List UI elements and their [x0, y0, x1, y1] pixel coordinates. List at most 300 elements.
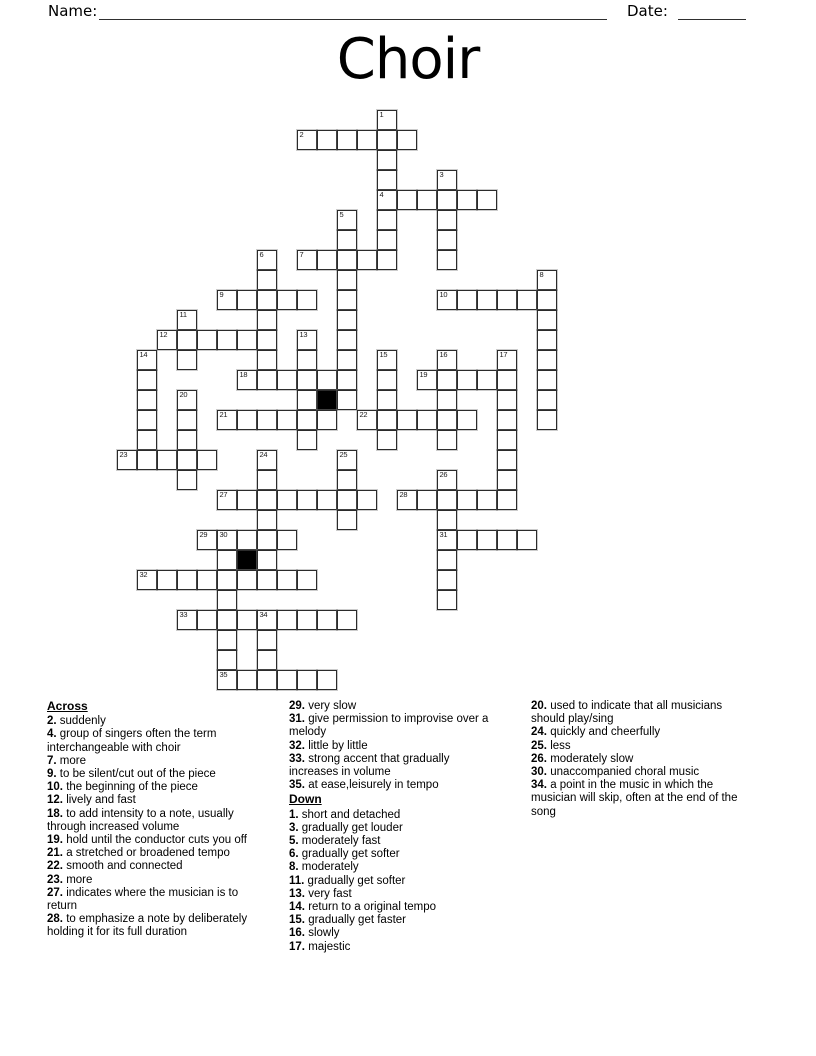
clue-19: 19. hold until the conductor cuts you off — [47, 834, 247, 847]
grid-cell[interactable] — [257, 370, 277, 390]
grid-cell[interactable] — [177, 430, 197, 450]
cell-number: 16 — [439, 350, 448, 359]
grid-cell[interactable] — [377, 130, 397, 150]
grid-cell[interactable] — [297, 130, 317, 150]
clue-number: 20. — [531, 700, 547, 712]
grid-cell[interactable] — [517, 290, 537, 310]
name-input-line[interactable] — [99, 0, 607, 20]
grid-cell[interactable] — [237, 370, 257, 390]
grid-cell[interactable] — [397, 130, 417, 150]
grid-cell[interactable] — [217, 490, 237, 510]
cell-number: 18 — [239, 370, 248, 379]
grid-cell[interactable] — [277, 570, 297, 590]
clue-28: 28. to emphasize a note by deliberately holding it for its full duration — [47, 913, 248, 939]
grid-cell[interactable] — [377, 210, 397, 230]
clue-17: 17. majestic — [289, 940, 351, 953]
clue-number: 10. — [47, 781, 63, 794]
grid-cell[interactable] — [257, 670, 277, 690]
grid-cell[interactable] — [137, 350, 157, 370]
grid-cell[interactable] — [197, 530, 217, 550]
clue-31: 31. give permission to improvise over a melody — [289, 713, 489, 739]
cell-number: 27 — [219, 490, 228, 499]
clue-3: 3. gradually get louder — [289, 821, 403, 834]
grid-cell[interactable] — [497, 430, 517, 450]
clue-13: 13. very fast — [289, 887, 352, 900]
grid-cell[interactable] — [377, 170, 397, 190]
grid-cell[interactable] — [137, 450, 157, 470]
grid-cell[interactable] — [357, 250, 377, 270]
grid-cell[interactable] — [277, 670, 297, 690]
cell-number: 28 — [399, 490, 408, 499]
grid-cell[interactable] — [437, 490, 457, 510]
grid-cell[interactable] — [277, 370, 297, 390]
grid-cell[interactable] — [517, 530, 537, 550]
cell-number: 32 — [139, 570, 148, 579]
grid-cell[interactable] — [217, 410, 237, 430]
grid-cell[interactable] — [137, 570, 157, 590]
grid-cell[interactable] — [237, 490, 257, 510]
grid-cell[interactable] — [217, 650, 237, 670]
grid-cell[interactable] — [297, 570, 317, 590]
grid-cell[interactable] — [197, 330, 217, 350]
grid-cell[interactable] — [437, 410, 457, 430]
grid-cell[interactable] — [237, 570, 257, 590]
cell-number: 10 — [439, 290, 448, 299]
grid-cell[interactable] — [157, 570, 177, 590]
clue-22: 22. smooth and connected — [47, 860, 183, 873]
cell-number: 6 — [259, 250, 264, 259]
cell-number: 30 — [219, 530, 228, 539]
cell-number: 33 — [179, 610, 188, 619]
grid-cell[interactable] — [417, 490, 437, 510]
grid-cell[interactable] — [257, 350, 277, 370]
grid-cell[interactable] — [277, 530, 297, 550]
grid-cell[interactable] — [157, 330, 177, 350]
clue-column-1 — [47, 700, 259, 940]
clue-number: 19. — [47, 834, 63, 847]
grid-cell[interactable] — [257, 450, 277, 470]
grid-cell[interactable] — [377, 110, 397, 130]
cell-number: 15 — [379, 350, 388, 359]
clue-number: 8. — [289, 861, 299, 874]
clue-number: 33. — [289, 752, 305, 765]
grid-cell[interactable] — [337, 370, 357, 390]
grid-cell[interactable] — [277, 610, 297, 630]
clue-6: 6. gradually get softer — [289, 848, 400, 861]
grid-cell[interactable] — [297, 370, 317, 390]
grid-cell[interactable] — [537, 310, 557, 330]
across-heading: Across — [47, 699, 88, 713]
cell-number: 19 — [419, 370, 428, 379]
clue-35: 35. at ease,leisurely in tempo — [289, 779, 439, 792]
clue-number: 2. — [47, 715, 57, 728]
clue-30: 30. unaccompanied choral music — [531, 766, 700, 779]
grid-cell[interactable] — [377, 190, 397, 210]
grid-cell[interactable] — [337, 470, 357, 490]
grid-cell[interactable] — [317, 610, 337, 630]
grid-cell[interactable] — [417, 410, 437, 430]
clue-32: 32. little by little — [289, 739, 368, 752]
grid-cell[interactable] — [177, 470, 197, 490]
clue-number: 32. — [289, 739, 305, 752]
grid-cell[interactable] — [257, 510, 277, 530]
grid-cell[interactable] — [357, 410, 377, 430]
clue-number: 1. — [289, 808, 299, 821]
grid-cell[interactable] — [217, 670, 237, 690]
grid-cell[interactable] — [497, 470, 517, 490]
clue-24: 24. quickly and cheerfully — [531, 726, 661, 739]
grid-cell[interactable] — [337, 450, 357, 470]
clue-9: 9. to be silent/cut out of the piece — [47, 768, 216, 781]
cell-number: 17 — [499, 350, 508, 359]
grid-cell[interactable] — [237, 610, 257, 630]
clue-number: 15. — [289, 914, 305, 927]
grid-cell[interactable] — [497, 290, 517, 310]
cell-number: 11 — [179, 310, 187, 319]
clue-15: 15. gradually get faster — [289, 914, 407, 927]
grid-cell[interactable] — [137, 390, 157, 410]
grid-cell[interactable] — [337, 510, 357, 530]
grid-cell[interactable] — [257, 630, 277, 650]
grid-cell[interactable] — [377, 250, 397, 270]
grid-cell[interactable] — [177, 350, 197, 370]
grid-cell[interactable] — [317, 370, 337, 390]
grid-cell[interactable] — [497, 450, 517, 470]
grid-cell[interactable] — [337, 610, 357, 630]
grid-cell[interactable] — [217, 290, 237, 310]
clue-10: 10. the beginning of the piece — [47, 781, 198, 794]
grid-cell[interactable] — [537, 290, 557, 310]
grid-cell[interactable] — [297, 410, 317, 430]
clue-column-3 — [531, 700, 743, 819]
grid-cell[interactable] — [257, 330, 277, 350]
grid-cell[interactable] — [497, 490, 517, 510]
grid-cell[interactable] — [437, 350, 457, 370]
clue-number: 5. — [289, 835, 299, 848]
grid-cell[interactable] — [177, 390, 197, 410]
grid-cell[interactable] — [337, 290, 357, 310]
grid-cell[interactable] — [437, 590, 457, 610]
grid-cell[interactable] — [537, 330, 557, 350]
grid-cell[interactable] — [437, 170, 457, 190]
clue-27: 27. indicates where the musician is to return — [47, 886, 239, 913]
clue-16: 16. slowly — [289, 927, 340, 940]
clue-23: 23. more — [47, 873, 93, 886]
cell-number: 3 — [439, 170, 444, 179]
clue-number: 31. — [289, 713, 305, 726]
grid-cell[interactable] — [177, 450, 197, 470]
grid-cell[interactable] — [237, 530, 257, 550]
cell-number: 13 — [299, 330, 308, 339]
grid-cell[interactable] — [457, 530, 477, 550]
grid-cell[interactable] — [117, 450, 137, 470]
grid-cell[interactable] — [277, 290, 297, 310]
clue-number: 12. — [47, 794, 63, 807]
grid-cell[interactable] — [437, 550, 457, 570]
grid-cell[interactable] — [317, 250, 337, 270]
clue-number: 23. — [47, 873, 63, 886]
grid-cell[interactable] — [157, 450, 177, 470]
grid-cell[interactable] — [537, 350, 557, 370]
grid-cell[interactable] — [417, 370, 437, 390]
clue-1: 1. short and detached — [289, 808, 401, 821]
clue-26: 26. moderately slow — [531, 752, 634, 765]
grid-cell-black — [317, 390, 337, 410]
clue-number: 18. — [47, 807, 63, 820]
grid-cell[interactable] — [297, 390, 317, 410]
grid-cell[interactable] — [337, 310, 357, 330]
grid-cell[interactable] — [377, 150, 397, 170]
grid-cell[interactable] — [377, 390, 397, 410]
grid-cell[interactable] — [437, 470, 457, 490]
grid-cell[interactable] — [257, 490, 277, 510]
clue-5: 5. moderately fast — [289, 835, 381, 848]
grid-cell[interactable] — [257, 610, 277, 630]
grid-cell[interactable] — [257, 530, 277, 550]
cell-number: 25 — [339, 450, 348, 459]
clue-4: 4. group of singers often the term interchangeable with choir — [47, 728, 217, 754]
cell-number: 4 — [379, 190, 384, 199]
grid-cell[interactable] — [257, 290, 277, 310]
grid-cell[interactable] — [257, 310, 277, 330]
grid-cell[interactable] — [217, 330, 237, 350]
grid-cell[interactable] — [397, 490, 417, 510]
clue-number: 11. — [289, 874, 305, 887]
grid-cell[interactable] — [337, 350, 357, 370]
grid-cell[interactable] — [177, 610, 197, 630]
grid-cell[interactable] — [377, 430, 397, 450]
grid-cell[interactable] — [297, 490, 317, 510]
grid-cell[interactable] — [297, 350, 317, 370]
grid-cell[interactable] — [317, 410, 337, 430]
clue-number: 35. — [289, 779, 305, 792]
clue-column-2 — [289, 700, 501, 954]
clue-number: 24. — [531, 726, 547, 739]
cell-number: 26 — [439, 470, 448, 479]
clue-14: 14. return to a original tempo — [289, 901, 437, 914]
grid-cell[interactable] — [377, 370, 397, 390]
grid-cell[interactable] — [337, 250, 357, 270]
clue-8: 8. moderately — [289, 861, 359, 874]
cell-number: 34 — [259, 610, 268, 619]
cell-number: 8 — [539, 270, 544, 279]
grid-cell[interactable] — [257, 470, 277, 490]
grid-cell[interactable] — [257, 570, 277, 590]
clue-11: 11. gradually get softer — [289, 874, 406, 887]
grid-cell[interactable] — [537, 410, 557, 430]
grid-cell[interactable] — [497, 350, 517, 370]
grid-cell[interactable] — [497, 390, 517, 410]
clue-33: 33. strong accent that gradually increases in volume — [289, 752, 450, 779]
clue-number: 9. — [47, 768, 57, 781]
grid-cell[interactable] — [197, 570, 217, 590]
clue-number: 26. — [531, 752, 547, 765]
cell-number: 7 — [299, 250, 304, 259]
grid-cell[interactable] — [477, 490, 497, 510]
grid-cell[interactable] — [137, 410, 157, 430]
grid-cell[interactable] — [477, 190, 497, 210]
clue-number: 25. — [531, 739, 547, 752]
grid-cell[interactable] — [177, 410, 197, 430]
grid-cell[interactable] — [437, 250, 457, 270]
cell-number: 22 — [359, 410, 368, 419]
grid-cell[interactable] — [277, 410, 297, 430]
clue-number: 6. — [289, 848, 299, 861]
clue-25: 25. less — [531, 739, 571, 752]
cell-number: 2 — [299, 130, 304, 139]
grid-cell[interactable] — [357, 130, 377, 150]
grid-cell[interactable] — [257, 550, 277, 570]
grid-cell[interactable] — [377, 230, 397, 250]
grid-cell[interactable] — [337, 490, 357, 510]
clue-number: 21. — [47, 847, 63, 860]
grid-cell[interactable] — [297, 290, 317, 310]
cell-number: 21 — [219, 410, 228, 419]
clue-number: 14. — [289, 901, 305, 914]
grid-cell[interactable] — [257, 410, 277, 430]
grid-cell[interactable] — [377, 410, 397, 430]
clue-number: 27. — [47, 886, 63, 899]
clue-number: 16. — [289, 927, 305, 940]
clue-12: 12. lively and fast — [47, 794, 136, 807]
clue-21: 21. a stretched or broadened tempo — [47, 847, 230, 860]
grid-cell[interactable] — [277, 490, 297, 510]
cell-number: 20 — [179, 390, 188, 399]
grid-cell[interactable] — [497, 370, 517, 390]
grid-cell[interactable] — [217, 590, 237, 610]
clue-number: 34. — [531, 779, 547, 792]
clue-2: 2. suddenly — [47, 715, 106, 728]
grid-cell[interactable] — [337, 210, 357, 230]
name-label: Name: — [48, 2, 98, 20]
grid-cell[interactable] — [537, 390, 557, 410]
clue-number: 17. — [289, 940, 305, 953]
grid-cell[interactable] — [217, 630, 237, 650]
cell-number: 12 — [159, 330, 168, 339]
grid-cell[interactable] — [237, 330, 257, 350]
grid-cell[interactable] — [237, 290, 257, 310]
grid-cell[interactable] — [217, 570, 237, 590]
grid-cell[interactable] — [137, 370, 157, 390]
clue-number: 22. — [47, 860, 63, 873]
cell-number: 29 — [199, 530, 208, 539]
grid-cell[interactable] — [497, 530, 517, 550]
grid-cell[interactable] — [497, 410, 517, 430]
cell-number: 9 — [219, 290, 224, 299]
grid-cell[interactable] — [357, 490, 377, 510]
grid-cell[interactable] — [337, 130, 357, 150]
cell-number: 23 — [119, 450, 128, 459]
grid-cell[interactable] — [537, 270, 557, 290]
grid-cell[interactable] — [537, 370, 557, 390]
grid-cell[interactable] — [217, 530, 237, 550]
grid-cell[interactable] — [437, 290, 457, 310]
grid-cell[interactable] — [377, 350, 397, 370]
grid-cell[interactable] — [197, 450, 217, 470]
clue-number: 13. — [289, 887, 305, 900]
clue-29: 29. very slow — [289, 700, 357, 712]
grid-cell[interactable] — [457, 290, 477, 310]
grid-cell[interactable] — [237, 670, 257, 690]
cell-number: 14 — [139, 350, 148, 359]
cell-number: 1 — [379, 110, 384, 119]
grid-cell[interactable] — [217, 550, 237, 570]
grid-cell[interactable] — [437, 430, 457, 450]
cell-number: 35 — [219, 670, 228, 679]
cell-number: 24 — [259, 450, 268, 459]
grid-cell[interactable] — [397, 190, 417, 210]
grid-cell[interactable] — [257, 650, 277, 670]
grid-cell[interactable] — [197, 610, 217, 630]
grid-cell[interactable] — [177, 570, 197, 590]
puzzle-title: Choir — [336, 27, 480, 92]
grid-cell[interactable] — [437, 390, 457, 410]
grid-cell[interactable] — [437, 530, 457, 550]
grid-cell-black — [237, 550, 257, 570]
grid-cell[interactable] — [177, 310, 197, 330]
grid-cell[interactable] — [257, 250, 277, 270]
clue-20: 20. used to indicate that all musicians should play/sing — [531, 700, 723, 726]
clue-number: 28. — [47, 913, 63, 926]
grid-cell[interactable] — [457, 490, 477, 510]
clue-number: 7. — [47, 754, 57, 767]
grid-cell[interactable] — [437, 370, 457, 390]
clue-number: 29. — [289, 700, 305, 712]
grid-cell[interactable] — [437, 190, 457, 210]
grid-cell[interactable] — [337, 330, 357, 350]
grid-cell[interactable] — [457, 410, 477, 430]
grid-cell[interactable] — [257, 270, 277, 290]
clue-number: 30. — [531, 766, 547, 779]
grid-cell[interactable] — [237, 410, 257, 430]
grid-cell[interactable] — [217, 610, 237, 630]
clue-number: 4. — [47, 728, 57, 741]
grid-cell[interactable] — [477, 530, 497, 550]
grid-cell[interactable] — [317, 490, 337, 510]
clue-18: 18. to add intensity to a note, usually through increased volume — [47, 807, 234, 833]
grid-cell[interactable] — [297, 330, 317, 350]
grid-cell[interactable] — [457, 370, 477, 390]
grid-cell[interactable] — [437, 230, 457, 250]
date-label: Date: — [627, 2, 668, 20]
grid-cell[interactable] — [137, 430, 157, 450]
grid-cell[interactable] — [417, 190, 437, 210]
grid-cell[interactable] — [177, 330, 197, 350]
grid-cell[interactable] — [437, 570, 457, 590]
date-input-line[interactable] — [678, 0, 746, 20]
grid-cell[interactable] — [437, 510, 457, 530]
grid-cell[interactable] — [317, 130, 337, 150]
grid-cell[interactable] — [477, 370, 497, 390]
grid-cell[interactable] — [397, 410, 417, 430]
grid-cell[interactable] — [337, 270, 357, 290]
clue-7: 7. more — [47, 754, 86, 767]
grid-cell[interactable] — [317, 670, 337, 690]
grid-cell[interactable] — [297, 430, 317, 450]
grid-cell[interactable] — [337, 230, 357, 250]
cell-number: 31 — [439, 530, 448, 539]
grid-cell[interactable] — [457, 190, 477, 210]
grid-cell[interactable] — [337, 390, 357, 410]
grid-cell[interactable] — [297, 610, 317, 630]
grid-cell[interactable] — [437, 210, 457, 230]
grid-cell[interactable] — [297, 250, 317, 270]
grid-cell[interactable] — [477, 290, 497, 310]
clue-number: 3. — [289, 821, 299, 834]
cell-number: 5 — [339, 210, 344, 219]
grid-cell[interactable] — [297, 670, 317, 690]
crossword-grid — [117, 110, 557, 690]
